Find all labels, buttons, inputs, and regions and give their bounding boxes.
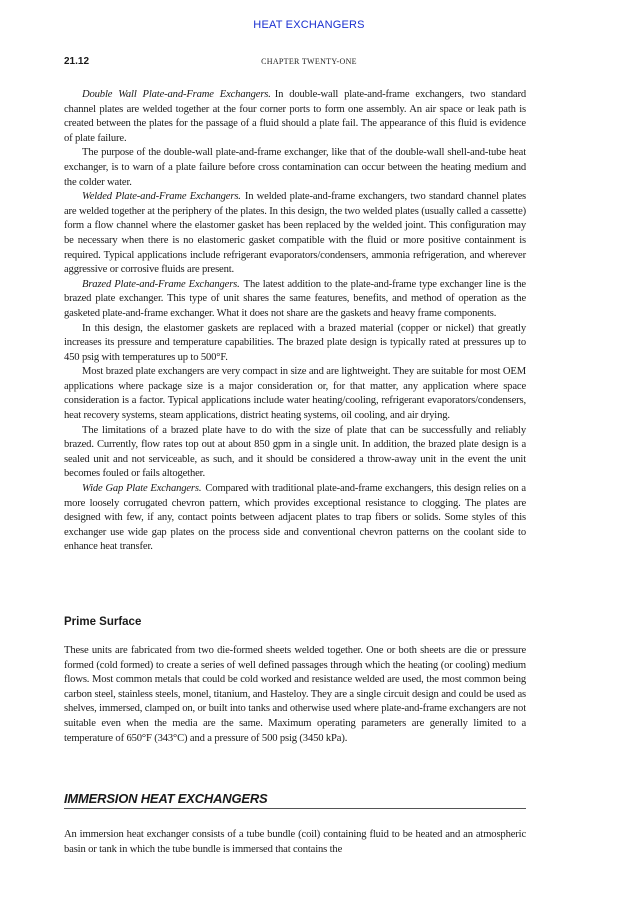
paragraph-welded — [64, 190, 526, 278]
paragraph-text: In double-wall plate-and-frame exchangers, two standard channel plates are welded together at the four corner ports to form one assembly. An air space or leak path is created between the plates for the passage of a fluid should a plate fail. The appearance of this fluid is evidence of plate failure. — [64, 89, 526, 144]
paragraph-immersion: An immersion heat exchanger consists of a tube bundle (coil) containing fluid to be heated and an atmospheric basin or tank in which the tube bundle is immersed that contains the — [64, 829, 526, 855]
heading-prime-surface: Prime Surface — [64, 616, 142, 628]
heading-immersion-heat-exchangers: IMMERSION HEAT EXCHANGERS — [64, 791, 526, 809]
paragraph-text: Most brazed plate exchangers are very compact in size and are lightweight. They are suitable for most OEM applications where package size is a major consideration or, for that matter, any application where space consideration is a factor. Typical applications include water heating/cooling, refrigerant evaporators/condensers, heat recovery systems, steam applications, district heating systems, oil cooling, and air drying. — [64, 366, 526, 422]
run-in-heading: Brazed Plate-and-Frame Exchangers. — [82, 278, 240, 290]
paragraph-double-wall — [64, 88, 526, 146]
immersion-section — [64, 828, 526, 857]
paragraph-text: In this design, the elastomer gaskets are replaced with a brazed material (copper or nickel) that greatly increases its pressure and temperature capabilities. The brazed plate design is typically rated at pressures up to 450 psig with temperatures up to 500°F. — [64, 322, 526, 363]
prime-surface-section — [64, 644, 526, 746]
paragraph-text: Compared with traditional plate-and-frame exchangers, this design relies on a more loosely corrugated chevron pattern, which provides exceptional resistance to clogging. The plates are designed with few, if any, contact points between adjacent plates to trap fibers or solids. Some styles of this exchanger use wide gap plates on the process side and conventional chevron patterns on the coolant side to enhance heat transfer. — [64, 483, 526, 553]
paragraph-text: The limitations of a brazed plate have to do with the size of plate that can be successfully and reliably brazed. Currently, flow rates top out at about 850 gpm in a single unit. In addition, the brazed plate design is a sealed unit and not serviceable, as such, and it should be considered a throw-away unit in the event the unit becomes fouled or fails altogether. — [64, 424, 526, 480]
paragraph-text: The latest addition to the plate-and-frame type exchanger line is the brazed plate exchanger. This type of unit shares the same features, benefits, and method of operation as the gasketed plate-and-frame exchanger. What it does not share are the gaskets and heavy frame components. — [64, 278, 526, 319]
paragraph-brazed-design — [64, 322, 526, 366]
page-number: 21.12 — [64, 56, 90, 67]
run-in-heading: Double Wall Plate-and-Frame Exchangers. — [82, 89, 271, 100]
paragraph-prime-surface: These units are fabricated from two die-formed sheets welded together. One or both sheets are die or pressure formed (cold formed) to create a series of well defined passages through which the heating (or cooling) medium flows. Most common metals that could be cold worked and resistance welded are used, the most common being carbon steel, stainless steels, monel, titanium, and Hasteloy. They are a single circuit design and could be used as shelves, immersed, clamped on, or built into tanks and otherwise used where plate-and-frame exchangers are not suitable even when the media are the same. Maximum operating parameters are generally limited to a temperature of 650°F (343°C) and a pressure of 500 psig (3450 kPa). — [64, 645, 526, 744]
paragraph-brazed-limitations — [64, 424, 526, 482]
run-in-heading: Wide Gap Plate Exchangers. — [82, 483, 202, 495]
run-in-heading: Welded Plate-and-Frame Exchangers. — [82, 191, 241, 203]
paragraph-double-wall-purpose — [64, 146, 526, 190]
plate-exchangers-section — [64, 88, 526, 555]
paragraph-text: The purpose of the double-wall plate-and-frame exchanger, like that of the double-wall shell-and-tube heat exchanger, is to warn of a plate failure before cross contamination can occur between the heating medium and the colder water. — [64, 147, 526, 188]
paragraph-text: In welded plate-and-frame exchangers, two standard channel plates are welded together at the periphery of the plates. In this design, the two welded plates (usually called a cassette) form a flow channel where the elastomer gasket has been replaced by the welded joint. This configuration may be necessary when there is no elastomeric gasket compatible with the fluid or more positive containment is required. Typical applications include refrigerant evaporators/condensers, ammonia refrigeration, and wherever aggressive or corrosive fluids are present. — [64, 191, 526, 276]
paragraph-brazed — [64, 278, 526, 322]
paragraph-brazed-compact — [64, 365, 526, 423]
running-head: HEAT EXCHANGERS — [253, 19, 365, 31]
paragraph-wide-gap — [64, 482, 526, 555]
chapter-title: CHAPTER TWENTY-ONE — [261, 57, 357, 66]
